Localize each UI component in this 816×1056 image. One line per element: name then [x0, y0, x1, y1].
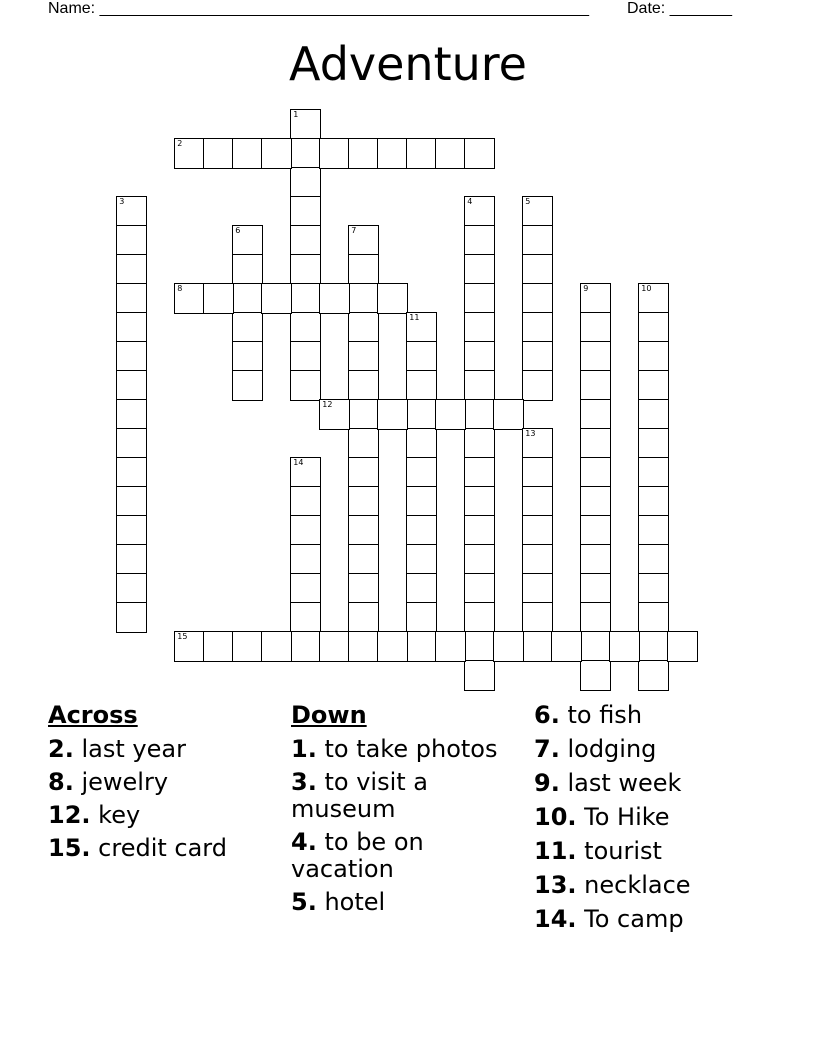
grid-cell[interactable] [522, 428, 553, 459]
grid-cell[interactable] [580, 602, 611, 633]
grid-cell[interactable] [406, 515, 437, 546]
grid-cell[interactable] [464, 341, 495, 372]
grid-cell[interactable] [580, 486, 611, 517]
grid-cell[interactable] [406, 370, 437, 401]
grid-cell[interactable] [377, 631, 408, 662]
grid-cell[interactable] [116, 341, 147, 372]
clue-text: hotel [324, 888, 386, 916]
grid-cell[interactable] [348, 225, 379, 256]
grid-cell[interactable] [348, 544, 379, 575]
grid-cell[interactable] [464, 283, 495, 314]
clue-text: jewelry [81, 768, 169, 796]
clue-down-10 [534, 804, 774, 831]
grid-cell[interactable] [290, 544, 321, 575]
down-clues-continued [534, 702, 774, 940]
clue-number: 4. [291, 828, 317, 856]
clue-down-13 [534, 872, 774, 899]
grid-cell[interactable] [116, 428, 147, 459]
cell-number: 14 [293, 458, 304, 468]
grid-cell[interactable] [348, 254, 379, 285]
clue-down-6 [534, 702, 774, 729]
grid-cell[interactable] [174, 631, 205, 662]
grid-cell[interactable] [116, 283, 147, 314]
grid-cell[interactable] [348, 515, 379, 546]
grid-cell[interactable] [348, 573, 379, 604]
grid-cell[interactable] [290, 370, 321, 401]
grid-cell[interactable] [116, 196, 147, 227]
grid-cell[interactable] [406, 341, 437, 372]
grid-cell[interactable] [319, 399, 350, 430]
clue-number: 6. [534, 701, 560, 729]
grid-cell[interactable] [638, 631, 669, 662]
clue-across-12 [48, 802, 278, 829]
clue-number: 13. [534, 871, 577, 899]
clue-down-4 [291, 829, 511, 883]
grid-cell[interactable] [406, 544, 437, 575]
cell-number: 12 [322, 400, 333, 410]
grid-cell[interactable] [580, 428, 611, 459]
grid-cell[interactable] [580, 283, 611, 314]
grid-cell[interactable] [116, 457, 147, 488]
grid-cell[interactable] [232, 312, 263, 343]
grid-cell[interactable] [406, 312, 437, 343]
grid-cell[interactable] [493, 399, 524, 430]
grid-cell[interactable] [348, 341, 379, 372]
clue-across-8 [48, 769, 278, 796]
clue-number: 8. [48, 768, 74, 796]
clue-number: 11. [534, 837, 577, 865]
grid-cell[interactable] [522, 602, 553, 633]
clue-down-11 [534, 838, 774, 865]
clue-text: to take photos [324, 735, 498, 763]
grid-cell[interactable] [522, 457, 553, 488]
grid-cell[interactable] [116, 573, 147, 604]
grid-cell[interactable] [580, 573, 611, 604]
grid-cell[interactable] [348, 602, 379, 633]
grid-cell[interactable] [116, 399, 147, 430]
clue-text: tourist [584, 837, 662, 865]
clue-down-3 [291, 769, 511, 823]
clue-number: 5. [291, 888, 317, 916]
grid-cell[interactable] [348, 399, 379, 430]
grid-cell[interactable] [464, 631, 495, 662]
grid-cell[interactable] [348, 631, 379, 662]
clue-text: key [98, 801, 141, 829]
grid-cell[interactable] [638, 660, 669, 691]
grid-cell[interactable] [551, 631, 582, 662]
grid-cell[interactable] [203, 283, 234, 314]
grid-cell[interactable] [638, 283, 669, 314]
page-title: Adventure [289, 37, 527, 91]
grid-cell[interactable] [261, 283, 292, 314]
grid-cell[interactable] [522, 544, 553, 575]
clue-number: 2. [48, 735, 74, 763]
clue-down-9 [534, 770, 774, 797]
grid-cell[interactable] [406, 457, 437, 488]
grid-cell[interactable] [464, 602, 495, 633]
cell-number: 8 [177, 284, 183, 294]
clue-text: To camp [584, 905, 684, 933]
across-heading: Across [48, 701, 138, 729]
grid-cell[interactable] [464, 544, 495, 575]
grid-cell[interactable] [406, 486, 437, 517]
date-field[interactable]: Date: _______ [627, 0, 732, 17]
grid-cell[interactable] [435, 631, 466, 662]
clue-text: To Hike [584, 803, 670, 831]
grid-cell[interactable] [232, 254, 263, 285]
grid-cell[interactable] [667, 631, 698, 662]
grid-cell[interactable] [232, 225, 263, 256]
grid-cell[interactable] [580, 399, 611, 430]
grid-cell[interactable] [290, 573, 321, 604]
clue-down-14 [534, 906, 774, 933]
grid-cell[interactable] [580, 660, 611, 691]
grid-cell[interactable] [522, 573, 553, 604]
cell-number: 9 [583, 284, 589, 294]
grid-cell[interactable] [522, 312, 553, 343]
grid-cell[interactable] [348, 428, 379, 459]
grid-cell[interactable] [638, 602, 669, 633]
grid-cell[interactable] [261, 138, 292, 169]
grid-cell[interactable] [377, 138, 408, 169]
crossword-grid [117, 110, 757, 710]
grid-cell[interactable] [319, 138, 350, 169]
grid-cell[interactable] [290, 515, 321, 546]
grid-cell[interactable] [319, 283, 350, 314]
grid-cell[interactable] [319, 631, 350, 662]
clue-down-1 [291, 736, 511, 763]
clue-across-15 [48, 835, 278, 862]
grid-cell[interactable] [638, 457, 669, 488]
grid-cell[interactable] [116, 602, 147, 633]
grid-cell[interactable] [116, 225, 147, 256]
grid-cell[interactable] [116, 254, 147, 285]
grid-cell[interactable] [638, 486, 669, 517]
grid-cell[interactable] [580, 312, 611, 343]
cell-number: 13 [525, 429, 536, 439]
grid-cell[interactable] [232, 138, 263, 169]
grid-cell[interactable] [348, 138, 379, 169]
clue-text: credit card [98, 834, 227, 862]
grid-cell[interactable] [464, 515, 495, 546]
grid-cell[interactable] [232, 631, 263, 662]
cell-number: 5 [525, 197, 531, 207]
cell-number: 4 [467, 197, 473, 207]
cell-number: 7 [351, 226, 357, 236]
clue-number: 7. [534, 735, 560, 763]
clue-text: to be on vacation [291, 828, 424, 883]
grid-cell[interactable] [580, 631, 611, 662]
grid-cell[interactable] [638, 399, 669, 430]
cell-number: 10 [641, 284, 652, 294]
clue-number: 1. [291, 735, 317, 763]
grid-cell[interactable] [464, 486, 495, 517]
grid-cell[interactable] [522, 225, 553, 256]
grid-cell[interactable] [464, 254, 495, 285]
cell-number: 1 [293, 110, 299, 120]
grid-cell[interactable] [638, 370, 669, 401]
grid-cell[interactable] [522, 631, 553, 662]
across-clues [48, 702, 278, 868]
grid-cell[interactable] [290, 109, 321, 140]
clue-text: necklace [584, 871, 691, 899]
clue-text: to fish [567, 701, 643, 729]
grid-cell[interactable] [580, 544, 611, 575]
grid-cell[interactable] [116, 312, 147, 343]
worksheet-header [48, 0, 732, 18]
grid-cell[interactable] [290, 254, 321, 285]
grid-cell[interactable] [638, 341, 669, 372]
grid-cell[interactable] [261, 631, 292, 662]
clue-down-7 [534, 736, 774, 763]
grid-cell[interactable] [232, 341, 263, 372]
grid-cell[interactable] [464, 457, 495, 488]
grid-cell[interactable] [232, 283, 263, 314]
grid-cell[interactable] [464, 660, 495, 691]
grid-cell[interactable] [522, 196, 553, 227]
grid-cell[interactable] [522, 254, 553, 285]
grid-cell[interactable] [580, 370, 611, 401]
grid-cell[interactable] [464, 399, 495, 430]
grid-cell[interactable] [348, 486, 379, 517]
cell-number: 11 [409, 313, 420, 323]
grid-cell[interactable] [522, 341, 553, 372]
grid-cell[interactable] [464, 312, 495, 343]
grid-cell[interactable] [464, 428, 495, 459]
clue-down-5 [291, 889, 511, 916]
grid-cell[interactable] [406, 602, 437, 633]
grid-cell[interactable] [580, 515, 611, 546]
grid-cell[interactable] [290, 341, 321, 372]
grid-cell[interactable] [464, 573, 495, 604]
grid-cell[interactable] [203, 631, 234, 662]
grid-cell[interactable] [406, 573, 437, 604]
clue-text: to visit a museum [291, 768, 428, 823]
grid-cell[interactable] [522, 283, 553, 314]
grid-cell[interactable] [464, 138, 495, 169]
grid-cell[interactable] [116, 544, 147, 575]
grid-cell[interactable] [638, 312, 669, 343]
grid-cell[interactable] [435, 138, 466, 169]
clue-number: 12. [48, 801, 91, 829]
clue-number: 3. [291, 768, 317, 796]
grid-cell[interactable] [348, 283, 379, 314]
grid-cell[interactable] [290, 167, 321, 198]
grid-cell[interactable] [290, 486, 321, 517]
grid-cell[interactable] [174, 283, 205, 314]
cell-number: 6 [235, 226, 241, 236]
grid-cell[interactable] [290, 312, 321, 343]
grid-cell[interactable] [377, 283, 408, 314]
clue-number: 10. [534, 803, 577, 831]
grid-cell[interactable] [203, 138, 234, 169]
grid-cell[interactable] [406, 631, 437, 662]
down-heading: Down [291, 701, 367, 729]
grid-cell[interactable] [290, 631, 321, 662]
grid-cell[interactable] [348, 370, 379, 401]
cell-number: 3 [119, 197, 125, 207]
grid-cell[interactable] [638, 573, 669, 604]
grid-cell[interactable] [116, 486, 147, 517]
grid-cell[interactable] [522, 515, 553, 546]
grid-cell[interactable] [609, 631, 640, 662]
grid-cell[interactable] [638, 515, 669, 546]
clue-number: 14. [534, 905, 577, 933]
grid-cell[interactable] [174, 138, 205, 169]
down-clues [291, 702, 511, 922]
clue-number: 15. [48, 834, 91, 862]
name-field[interactable]: Name: _______________________________________________________ [48, 0, 589, 17]
clue-number: 9. [534, 769, 560, 797]
grid-cell[interactable] [638, 544, 669, 575]
clue-text: last week [567, 769, 682, 797]
grid-cell[interactable] [116, 370, 147, 401]
grid-cell[interactable] [406, 399, 437, 430]
grid-cell[interactable] [348, 457, 379, 488]
grid-cell[interactable] [638, 428, 669, 459]
grid-cell[interactable] [464, 225, 495, 256]
clue-text: lodging [567, 735, 657, 763]
cell-number: 2 [177, 139, 183, 149]
grid-cell[interactable] [493, 631, 524, 662]
grid-cell[interactable] [435, 399, 466, 430]
grid-cell[interactable] [290, 196, 321, 227]
grid-cell[interactable] [290, 283, 321, 314]
grid-cell[interactable] [406, 428, 437, 459]
grid-cell[interactable] [348, 312, 379, 343]
grid-cell[interactable] [232, 370, 263, 401]
grid-cell[interactable] [580, 457, 611, 488]
grid-cell[interactable] [522, 486, 553, 517]
grid-cell[interactable] [377, 399, 408, 430]
grid-cell[interactable] [290, 602, 321, 633]
grid-cell[interactable] [406, 138, 437, 169]
clue-text: last year [81, 735, 186, 763]
grid-cell[interactable] [116, 515, 147, 546]
grid-cell[interactable] [464, 196, 495, 227]
cell-number: 15 [177, 632, 188, 642]
grid-cell[interactable] [522, 370, 553, 401]
grid-cell[interactable] [290, 457, 321, 488]
grid-cell[interactable] [464, 370, 495, 401]
grid-cell[interactable] [580, 341, 611, 372]
grid-cell[interactable] [290, 138, 321, 169]
grid-cell[interactable] [290, 225, 321, 256]
clue-across-2 [48, 736, 278, 763]
